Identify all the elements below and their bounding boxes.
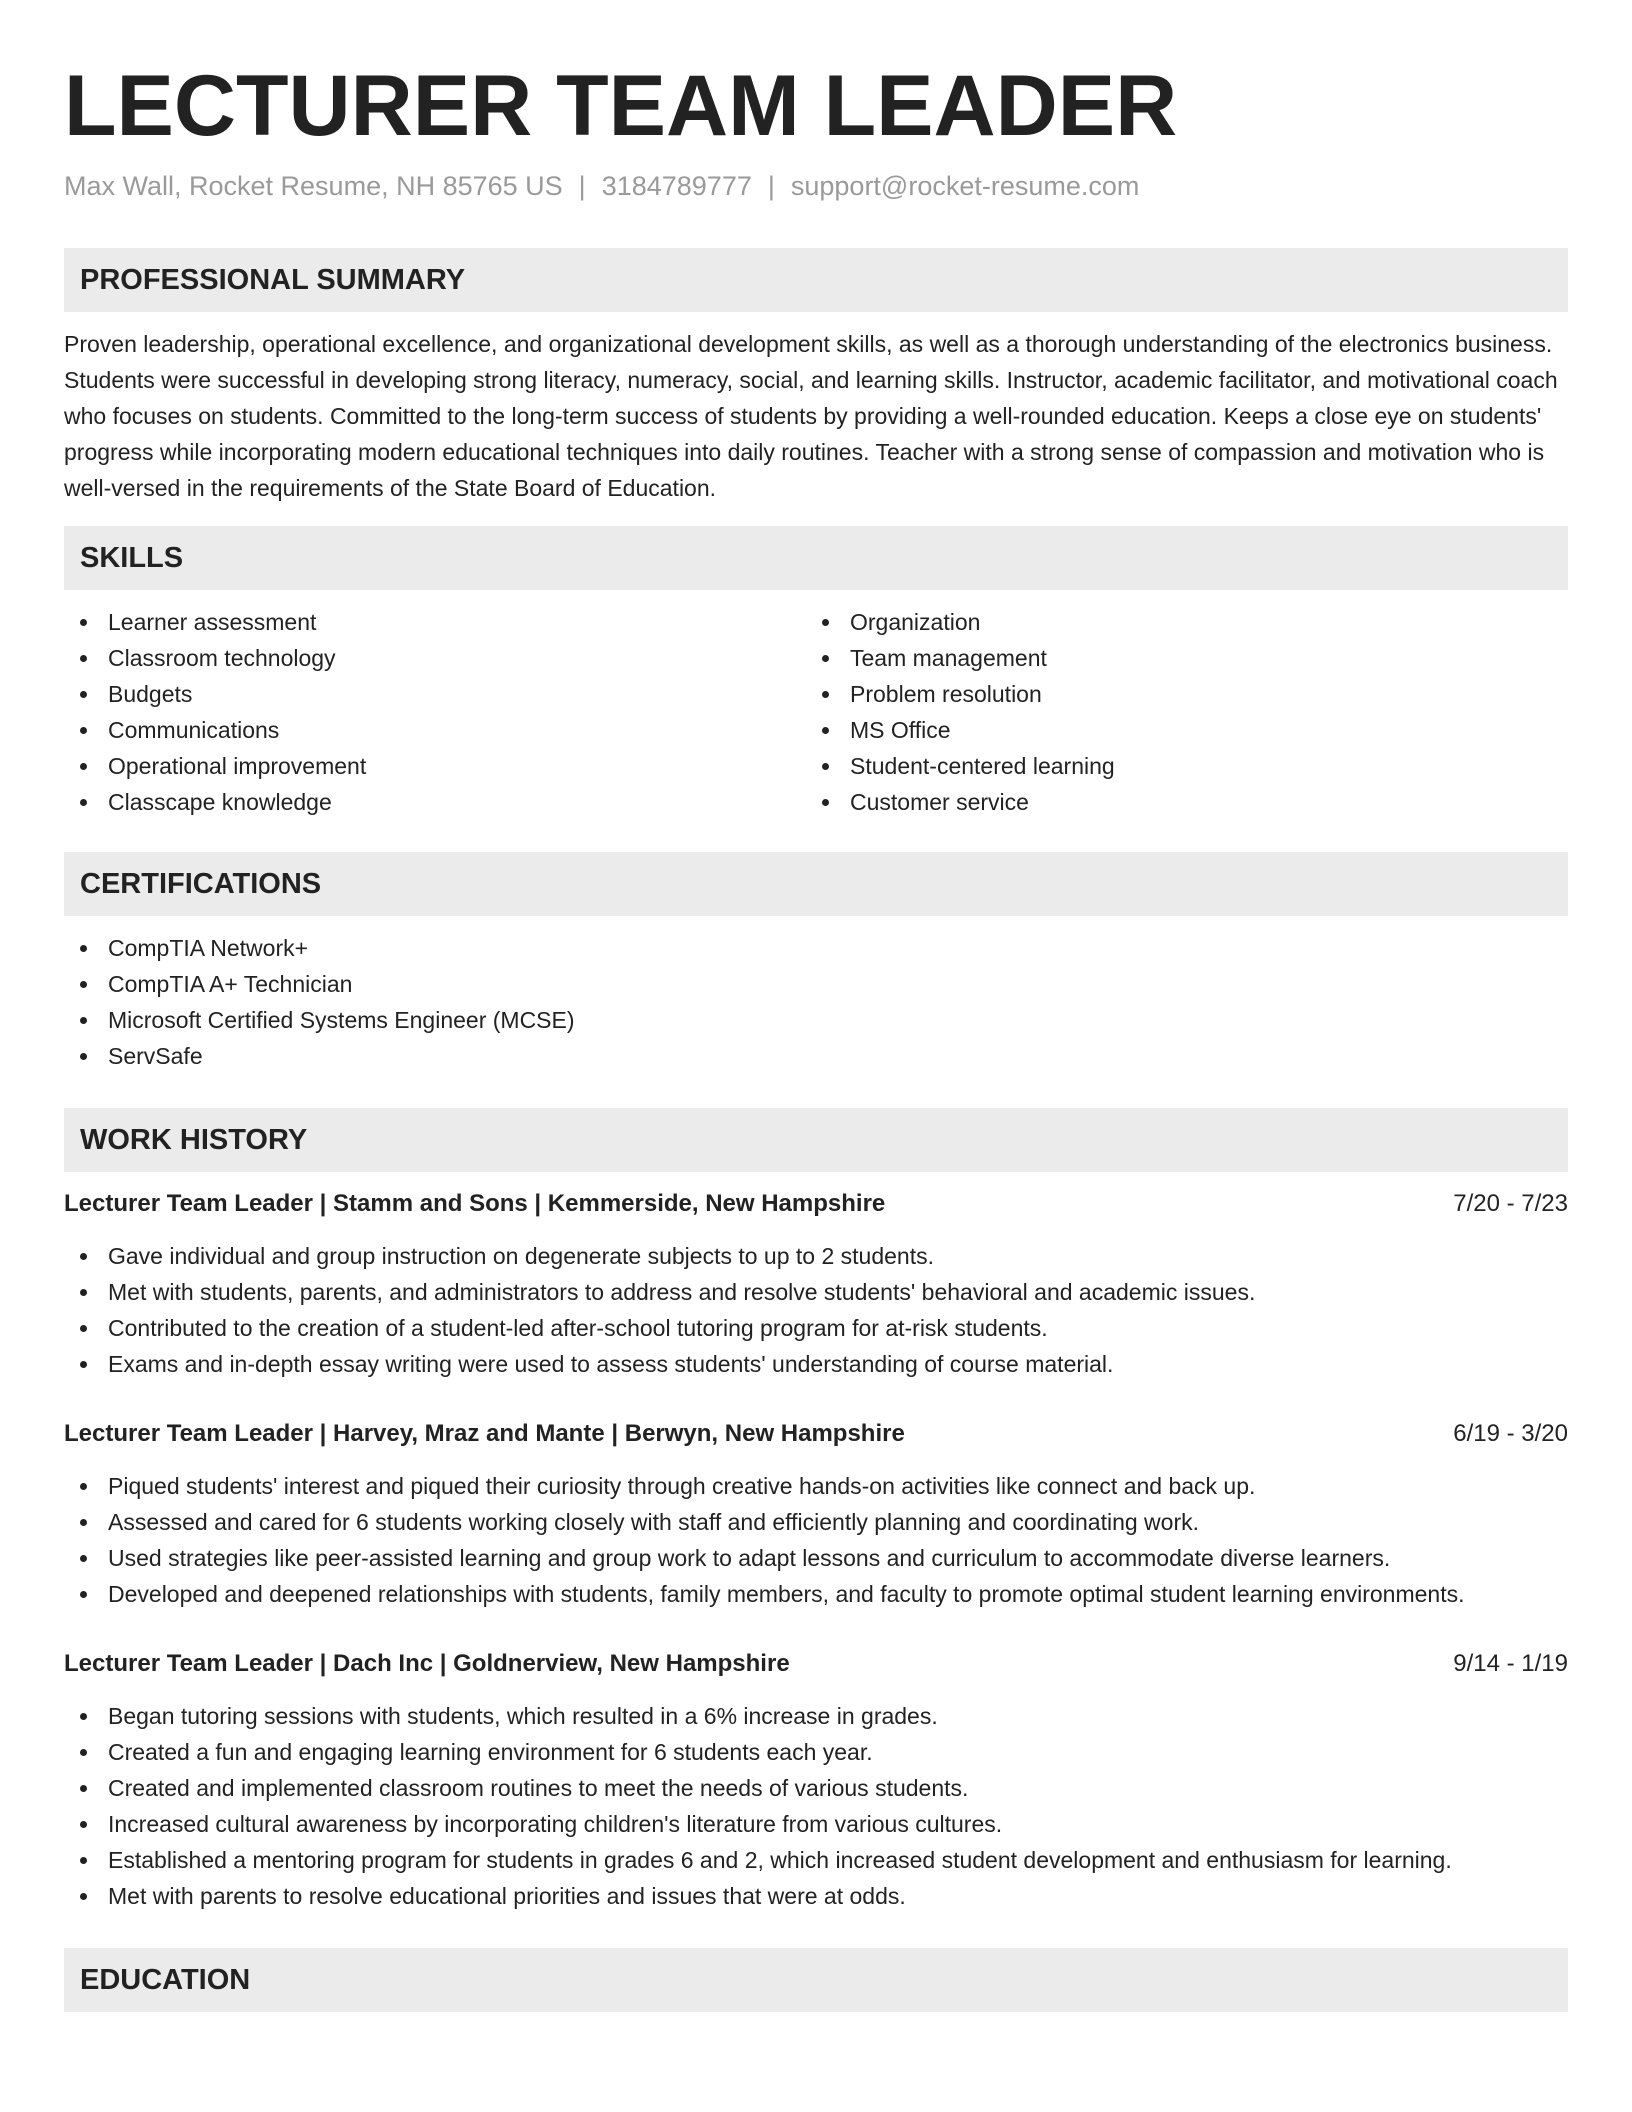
job-bullet: Met with parents to resolve educational priorities and issues that were at odds. xyxy=(64,1878,1568,1914)
job-bullets xyxy=(64,1468,1568,1612)
job-dates: 7/20 - 7/23 xyxy=(1453,1190,1568,1217)
job-bullet: Met with students, parents, and administrators to address and resolve students' behavioral and academic issues. xyxy=(64,1274,1568,1310)
skill-item: Classcape knowledge xyxy=(64,784,806,820)
job-bullet: Exams and in-depth essay writing were used to assess students' understanding of course material. xyxy=(64,1346,1568,1382)
job-bullet: Gave individual and group instruction on degenerate subjects to up to 2 students. xyxy=(64,1238,1568,1274)
job-dates: 9/14 - 1/19 xyxy=(1453,1650,1568,1677)
skill-item: Classroom technology xyxy=(64,640,806,676)
skill-item: Customer service xyxy=(806,784,1548,820)
skill-item: Team management xyxy=(806,640,1548,676)
job-header xyxy=(64,1186,1568,1222)
skill-item: Budgets xyxy=(64,676,806,712)
job-bullet: Contributed to the creation of a student-led after-school tutoring program for at-risk students. xyxy=(64,1310,1568,1346)
skill-item: Organization xyxy=(806,604,1548,640)
certification-item: CompTIA Network+ xyxy=(64,930,1568,966)
skills-column-right xyxy=(806,604,1548,820)
job-bullet: Piqued students' interest and piqued their curiosity through creative hands-on activities like connect and back up. xyxy=(64,1468,1568,1504)
skill-item: MS Office xyxy=(806,712,1548,748)
skill-item: Student-centered learning xyxy=(806,748,1548,784)
job-bullet: Assessed and cared for 6 students working closely with staff and efficiently planning and coordinating work. xyxy=(64,1504,1568,1540)
section-heading-skills: SKILLS xyxy=(64,526,1568,590)
job-dates: 6/19 - 3/20 xyxy=(1453,1420,1568,1447)
job-bullet: Created and implemented classroom routines to meet the needs of various students. xyxy=(64,1770,1568,1806)
job-bullet: Began tutoring sessions with students, which resulted in a 6% increase in grades. xyxy=(64,1698,1568,1734)
skill-item: Learner assessment xyxy=(64,604,806,640)
job-bullet: Established a mentoring program for students in grades 6 and 2, which increased student development and enthusiasm for learning. xyxy=(64,1842,1568,1878)
summary-text: Proven leadership, operational excellence, and organizational development skills, as well as a thorough understanding of the electronics business. Students were successful in developing strong literacy, numeracy, social, and learning skills. Instructor, academic facilitator, and motivational coach who focuses on students. Committed to the long-term success of students by providing a well-rounded education. Keeps a close eye on students' progress while incorporating modern educational techniques into daily routines. Teacher with a strong sense of compassion and motivation who is well-versed in the requirements of the State Board of Education. xyxy=(64,331,1558,501)
contact-separator: | xyxy=(578,171,586,201)
job-title: Lecturer Team Leader | Stamm and Sons | Kemmerside, New Hampshire xyxy=(64,1190,886,1217)
job-bullet: Developed and deepened relationships with students, family members, and faculty to promote optimal student learning environments. xyxy=(64,1576,1568,1612)
job-bullet: Increased cultural awareness by incorporating children's literature from various cultures. xyxy=(64,1806,1568,1842)
job-title: Lecturer Team Leader | Harvey, Mraz and Mante | Berwyn, New Hampshire xyxy=(64,1420,905,1447)
job-title: Lecturer Team Leader | Dach Inc | Goldnerview, New Hampshire xyxy=(64,1650,790,1677)
section-heading-summary: PROFESSIONAL SUMMARY xyxy=(64,248,1568,312)
certifications-list xyxy=(64,930,1568,1074)
section-heading-certifications: CERTIFICATIONS xyxy=(64,852,1568,916)
job-header xyxy=(64,1646,1568,1682)
skills-list-left xyxy=(64,604,806,820)
job-header xyxy=(64,1416,1568,1452)
certification-item: ServSafe xyxy=(64,1038,1568,1074)
job-bullets xyxy=(64,1698,1568,1914)
job-entry xyxy=(64,1416,1568,1612)
contact-line xyxy=(64,168,1568,204)
skills-list-right xyxy=(806,604,1548,820)
job-bullet: Used strategies like peer-assisted learning and group work to adapt lessons and curriculum to accommodate diverse learners. xyxy=(64,1540,1568,1576)
section-heading-education: EDUCATION xyxy=(64,1948,1568,2012)
skill-item: Operational improvement xyxy=(64,748,806,784)
section-heading-work-history: WORK HISTORY xyxy=(64,1108,1568,1172)
resume-name: LECTURER TEAM LEADER xyxy=(64,58,1178,154)
job-entry xyxy=(64,1646,1568,1914)
certification-item: Microsoft Certified Systems Engineer (MCSE) xyxy=(64,1002,1568,1038)
resume-page xyxy=(64,0,1568,2012)
contact-email: support@rocket-resume.com xyxy=(790,171,1140,201)
certification-item: CompTIA A+ Technician xyxy=(64,966,1568,1002)
job-entry xyxy=(64,1186,1568,1382)
job-bullet: Created a fun and engaging learning environment for 6 students each year. xyxy=(64,1734,1568,1770)
skill-item: Communications xyxy=(64,712,806,748)
contact-phone: 3184789777 xyxy=(601,171,752,201)
contact-separator: | xyxy=(767,171,775,201)
contact-address: Max Wall, Rocket Resume, NH 85765 US xyxy=(64,171,563,201)
job-bullets xyxy=(64,1238,1568,1382)
skill-item: Problem resolution xyxy=(806,676,1548,712)
skills-grid xyxy=(64,604,1568,820)
skills-column-left xyxy=(64,604,806,820)
